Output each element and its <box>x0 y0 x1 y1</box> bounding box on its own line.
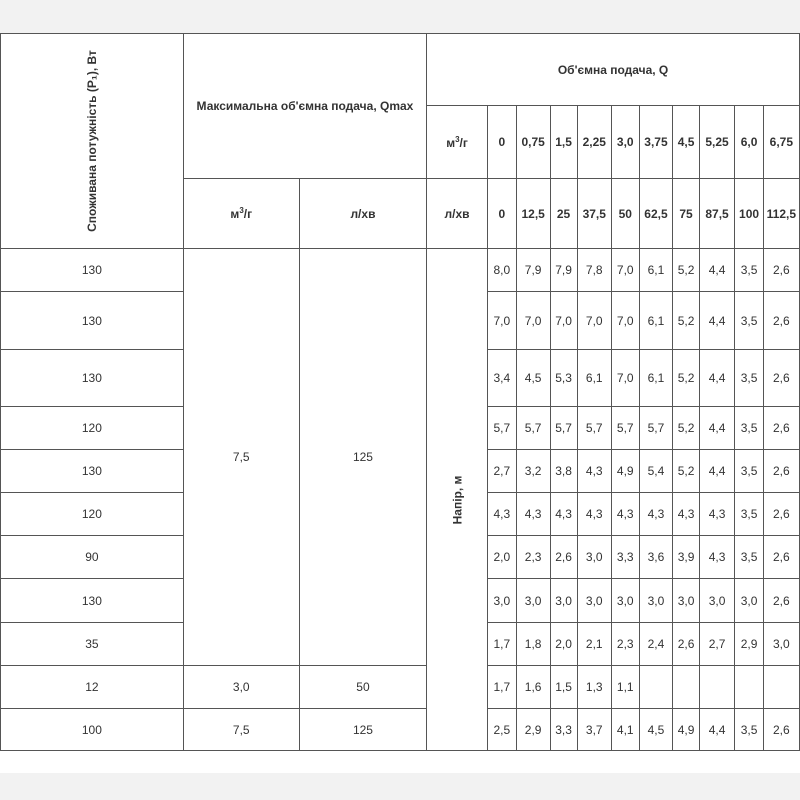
head-value-cell: 5,7 <box>550 407 577 450</box>
head-value-cell: 7,0 <box>611 292 639 350</box>
head-value-cell: 6,1 <box>639 292 673 350</box>
head-value-cell: 2,6 <box>763 450 799 493</box>
head-value-cell: 6,1 <box>639 249 673 292</box>
head-value-cell: 2,9 <box>735 623 763 666</box>
head-value-cell: 7,0 <box>577 292 611 350</box>
head-value-cell: 2,3 <box>611 623 639 666</box>
head-value-cell: 3,4 <box>487 350 516 407</box>
head-value-cell: 3,0 <box>611 579 639 623</box>
head-value-cell: 7,0 <box>611 249 639 292</box>
power-cell: 120 <box>1 407 184 450</box>
head-value-cell: 3,0 <box>577 579 611 623</box>
head-value-cell: 5,7 <box>639 407 673 450</box>
power-cell: 130 <box>1 450 184 493</box>
unit-flow-lmin: л/хв <box>427 179 488 249</box>
head-value-cell: 3,5 <box>735 292 763 350</box>
head-value-cell: 5,7 <box>516 407 550 450</box>
head-value-cell: 5,2 <box>673 407 699 450</box>
head-value-cell: 7,9 <box>516 249 550 292</box>
head-value-cell: 2,6 <box>673 623 699 666</box>
head-value-cell: 2,1 <box>577 623 611 666</box>
head-value-cell: 8,0 <box>487 249 516 292</box>
power-cell: 100 <box>1 709 184 751</box>
head-value-cell: 4,4 <box>699 450 735 493</box>
head-value-cell: 2,6 <box>763 407 799 450</box>
head-label: Напір, м <box>450 475 465 524</box>
unit-qmax-m3h: $м^3/г$ <box>183 179 299 249</box>
unit-qmax-lmin: л/хв <box>299 179 426 249</box>
head-value-cell <box>763 666 799 709</box>
head-value-cell: 3,0 <box>699 579 735 623</box>
head-value-cell: 3,0 <box>763 623 799 666</box>
head-value-cell: 4,4 <box>699 407 735 450</box>
head-value-cell: 3,0 <box>577 536 611 579</box>
qmax-lmin-cell: 125 <box>299 709 426 751</box>
head-value-cell: 1,1 <box>611 666 639 709</box>
head-value-cell: 2,9 <box>516 709 550 751</box>
head-value-cell <box>639 666 673 709</box>
pump-performance-table-container <box>0 33 800 773</box>
head-value-cell: 5,4 <box>639 450 673 493</box>
power-cell: 35 <box>1 623 184 666</box>
header-power <box>1 34 184 249</box>
flow-lmin-cell: 25 <box>550 179 577 249</box>
head-value-cell: 4,3 <box>699 493 735 536</box>
head-value-cell: 3,5 <box>735 493 763 536</box>
flow-lmin-cell: 100 <box>735 179 763 249</box>
head-value-cell: 2,7 <box>487 450 516 493</box>
head-value-cell: 3,3 <box>611 536 639 579</box>
head-value-cell: 5,2 <box>673 450 699 493</box>
head-value-cell: 3,0 <box>673 579 699 623</box>
head-value-cell: 2,0 <box>487 536 516 579</box>
qmax-m3h-cell: 3,0 <box>183 666 299 709</box>
flow-m3h-cell: 5,25 <box>699 106 735 179</box>
unit-flow-m3h: $м^3/г$ <box>427 106 488 179</box>
head-value-cell: 4,3 <box>487 493 516 536</box>
head-value-cell: 5,7 <box>577 407 611 450</box>
head-value-cell: 4,3 <box>699 536 735 579</box>
flow-lmin-cell: 62,5 <box>639 179 673 249</box>
qmax-m3h-cell: 7,5 <box>183 709 299 751</box>
head-value-cell: 3,5 <box>735 536 763 579</box>
head-value-cell: 2,6 <box>550 536 577 579</box>
head-value-cell: 2,6 <box>763 709 799 751</box>
table-row <box>1 249 800 292</box>
head-value-cell: 3,2 <box>516 450 550 493</box>
power-cell: 12 <box>1 666 184 709</box>
head-value-cell: 7,9 <box>550 249 577 292</box>
flow-lmin-cell: 0 <box>487 179 516 249</box>
qmax-lmin-cell: 50 <box>299 666 426 709</box>
head-value-cell: 2,3 <box>516 536 550 579</box>
head-value-cell: 4,5 <box>639 709 673 751</box>
power-cell: 130 <box>1 292 184 350</box>
head-value-cell: 4,4 <box>699 249 735 292</box>
head-value-cell: 4,3 <box>577 450 611 493</box>
flow-m3h-cell: 3,0 <box>611 106 639 179</box>
head-value-cell: 1,6 <box>516 666 550 709</box>
pump-performance-table <box>0 33 800 751</box>
flow-m3h-cell: 6,75 <box>763 106 799 179</box>
flow-lmin-cell: 112,5 <box>763 179 799 249</box>
flow-m3h-cell: 3,75 <box>639 106 673 179</box>
head-value-cell: 2,6 <box>763 536 799 579</box>
flow-lmin-cell: 75 <box>673 179 699 249</box>
head-value-cell: 5,7 <box>487 407 516 450</box>
head-value-cell: 4,3 <box>550 493 577 536</box>
head-value-cell: 4,9 <box>611 450 639 493</box>
head-value-cell: 4,1 <box>611 709 639 751</box>
head-value-cell: 3,3 <box>550 709 577 751</box>
head-value-cell: 4,4 <box>699 709 735 751</box>
qmax-lmin-cell: 125 <box>299 249 426 666</box>
head-value-cell: 2,4 <box>639 623 673 666</box>
head-value-cell: 1,3 <box>577 666 611 709</box>
head-value-cell: 3,5 <box>735 249 763 292</box>
head-value-cell: 5,7 <box>611 407 639 450</box>
head-value-cell: 7,0 <box>516 292 550 350</box>
head-value-cell: 3,6 <box>639 536 673 579</box>
head-value-cell <box>735 666 763 709</box>
head-value-cell: 5,3 <box>550 350 577 407</box>
head-value-cell: 3,5 <box>735 407 763 450</box>
head-value-cell: 3,9 <box>673 536 699 579</box>
head-value-cell: 3,5 <box>735 450 763 493</box>
qmax-m3h-cell: 7,5 <box>183 249 299 666</box>
head-value-cell: 2,5 <box>487 709 516 751</box>
flow-lmin-cell: 12,5 <box>516 179 550 249</box>
header-flow: Об'ємна подача, Q <box>427 34 800 106</box>
head-value-cell: 7,0 <box>611 350 639 407</box>
flow-m3h-cell: 2,25 <box>577 106 611 179</box>
head-label-cell <box>427 249 488 751</box>
power-cell: 120 <box>1 493 184 536</box>
flow-m3h-cell: 4,5 <box>673 106 699 179</box>
flow-lmin-cell: 87,5 <box>699 179 735 249</box>
head-value-cell: 1,7 <box>487 666 516 709</box>
flow-lmin-cell: 50 <box>611 179 639 249</box>
head-value-cell: 2,6 <box>763 493 799 536</box>
head-value-cell: 7,8 <box>577 249 611 292</box>
head-value-cell: 3,5 <box>735 709 763 751</box>
head-value-cell: 4,3 <box>516 493 550 536</box>
head-value-cell: 4,4 <box>699 292 735 350</box>
head-value-cell: 1,7 <box>487 623 516 666</box>
head-value-cell: 4,3 <box>611 493 639 536</box>
head-value-cell: 7,0 <box>487 292 516 350</box>
power-cell: 90 <box>1 536 184 579</box>
head-value-cell: 1,8 <box>516 623 550 666</box>
head-value-cell: 6,1 <box>639 350 673 407</box>
head-value-cell: 4,3 <box>577 493 611 536</box>
flow-lmin-cell: 37,5 <box>577 179 611 249</box>
head-value-cell: 7,0 <box>550 292 577 350</box>
head-value-cell: 4,4 <box>699 350 735 407</box>
head-value-cell: 2,6 <box>763 249 799 292</box>
header-qmax: Максимальна об'ємна подача, Qmax <box>183 34 426 179</box>
flow-m3h-cell: 0,75 <box>516 106 550 179</box>
power-cell: 130 <box>1 249 184 292</box>
head-value-cell: 3,0 <box>516 579 550 623</box>
head-value-cell: 3,0 <box>487 579 516 623</box>
head-value-cell: 4,5 <box>516 350 550 407</box>
head-value-cell: 2,6 <box>763 579 799 623</box>
head-value-cell: 3,0 <box>735 579 763 623</box>
header-power-label: Споживана потужність (P₁), Вт <box>84 50 99 232</box>
head-value-cell: 6,1 <box>577 350 611 407</box>
head-value-cell <box>673 666 699 709</box>
head-value-cell: 5,2 <box>673 292 699 350</box>
flow-m3h-cell: 1,5 <box>550 106 577 179</box>
head-value-cell: 3,0 <box>550 579 577 623</box>
head-value-cell: 5,2 <box>673 350 699 407</box>
head-value-cell: 3,5 <box>735 350 763 407</box>
head-value-cell: 1,5 <box>550 666 577 709</box>
flow-m3h-cell: 6,0 <box>735 106 763 179</box>
head-value-cell: 4,9 <box>673 709 699 751</box>
head-value-cell: 3,0 <box>639 579 673 623</box>
head-value-cell: 2,0 <box>550 623 577 666</box>
head-value-cell: 4,3 <box>639 493 673 536</box>
power-cell: 130 <box>1 579 184 623</box>
head-value-cell <box>699 666 735 709</box>
head-value-cell: 2,7 <box>699 623 735 666</box>
head-value-cell: 2,6 <box>763 350 799 407</box>
power-cell: 130 <box>1 350 184 407</box>
table-row <box>1 709 800 751</box>
head-value-cell: 5,2 <box>673 249 699 292</box>
head-value-cell: 4,3 <box>673 493 699 536</box>
head-value-cell: 2,6 <box>763 292 799 350</box>
table-row <box>1 666 800 709</box>
head-value-cell: 3,7 <box>577 709 611 751</box>
flow-m3h-cell: 0 <box>487 106 516 179</box>
head-value-cell: 3,8 <box>550 450 577 493</box>
